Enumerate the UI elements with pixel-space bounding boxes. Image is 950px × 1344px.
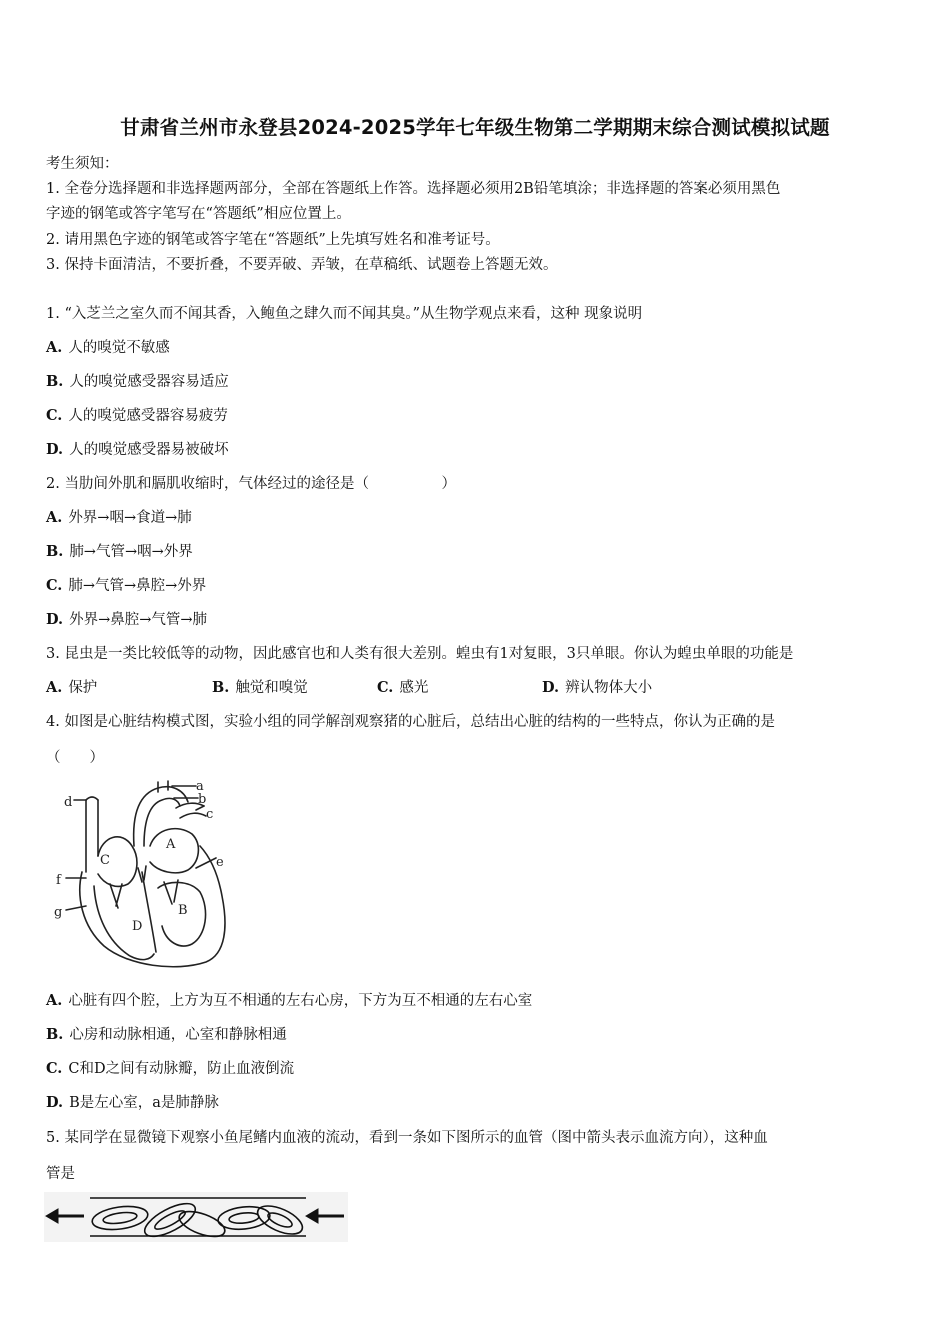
option-text: 外界→咽→食道→肺 [68,510,192,526]
option-text: 肺→气管→咽→外界 [69,544,193,560]
q3-option-a [46,676,97,697]
diagram-label-a: a [196,779,204,794]
option-text: 保护 [68,680,98,696]
option-text: 肺→气管→鼻腔→外界 [68,578,207,594]
q1-option-c [46,404,228,425]
option-label: C. [46,1060,63,1077]
option-label: D. [46,441,64,458]
option-label: C. [377,679,394,696]
diagram-label-g: g [54,905,63,920]
q4-option-d [46,1091,219,1112]
option-label: C. [46,577,63,594]
q4-option-b [46,1023,287,1044]
option-text: 心脏有四个腔，上方为互不相通的左右心房，下方为互不相通的左右心室 [68,993,533,1009]
option-label: D. [542,679,560,696]
q2-option-b [46,540,193,561]
notice-line: 3. 保持卡面清洁，不要折叠，不要弄破、弄皱，在草稿纸、试题卷上答题无效。 [46,257,558,273]
diagram-label-f: f [56,873,61,888]
heart-diagram [46,776,246,974]
option-text: 辨认物体大小 [565,680,653,696]
diagram-label-d: d [64,795,73,810]
option-label: B. [46,373,64,390]
diagram-label-chamber-d: D [132,919,143,934]
q1-option-a [46,336,170,357]
option-label: D. [46,1094,64,1111]
option-label: B. [46,1026,64,1043]
question-5-stem: 5. 某同学在显微镜下观察小鱼尾鳍内血液的流动，看到一条如下图所示的血管（图中箭头表示血流方向），这种血 [46,1130,768,1146]
diagram-label-c: c [206,807,214,822]
option-label: B. [46,543,64,560]
option-label: C. [46,407,63,424]
option-text: C和D之间有动脉瓣，防止血液倒流 [68,1061,295,1077]
blood-vessel-diagram [44,1192,348,1242]
question-4-paren: （ ） [46,750,104,766]
q2-option-d [46,608,207,629]
option-label: B. [212,679,230,696]
option-text: 人的嗅觉感受器易被破坏 [69,442,229,458]
option-text: 感光 [399,680,429,696]
q2-option-a [46,506,192,527]
option-label: A. [46,992,63,1009]
option-text: 触觉和嗅觉 [235,680,308,696]
option-text: 外界→鼻腔→气管→肺 [69,612,208,628]
option-text: 人的嗅觉感受器容易适应 [69,374,229,390]
q1-option-d [46,438,229,459]
option-text: 人的嗅觉不敏感 [68,340,170,356]
option-label: A. [46,509,63,526]
q3-option-b [212,676,308,697]
question-4-stem: 4. 如图是心脏结构模式图，实验小组的同学解剖观察猪的心脏后，总结出心脏的结构的一些特点，你认为正确的是 [46,714,775,730]
q3-option-c [377,676,428,697]
diagram-label-chamber-a: A [166,837,176,852]
page-title: 甘肃省兰州市永登县2024-2025学年七年级生物第二学期期末综合测试模拟试题 [120,116,830,139]
option-label: A. [46,679,63,696]
question-5-stem-cont: 管是 [46,1166,75,1182]
diagram-label-b: b [198,792,207,807]
option-label: D. [46,611,64,628]
diagram-label-e: e [216,855,224,870]
diagram-label-chamber-b: B [178,903,188,918]
q1-option-b [46,370,229,391]
option-text: 心房和动脉相通，心室和静脉相通 [69,1027,287,1043]
notice-line: 1. 全卷分选择题和非选择题两部分，全部在答题纸上作答。选择题必须用2B铅笔填涂；非选择题的答案必须用黑色 [46,181,781,197]
q3-option-d [542,676,652,697]
q2-option-c [46,574,206,595]
q4-option-a [46,989,532,1010]
option-text: B是左心室，a是肺静脉 [69,1095,219,1111]
question-2-stem: 2. 当肋间外肌和膈肌收缩时，气体经过的途径是（ ） [46,476,456,492]
option-text: 人的嗅觉感受器容易疲劳 [68,408,228,424]
question-3-stem: 3. 昆虫是一类比较低等的动物，因此感官也和人类有很大差别。蝗虫有1对复眼，3只单眼。你认为蝗虫单眼的功能是 [46,646,794,662]
question-1-stem: 1. “入芝兰之室久而不闻其香，入鲍鱼之肆久而不闻其臭。”从生物学观点来看，这种 现象说明 [46,306,643,322]
q4-option-c [46,1057,294,1078]
notice-line: 字迹的钢笔或答字笔写在“答题纸”相应位置上。 [46,206,351,222]
option-label: A. [46,339,63,356]
notice-line: 2. 请用黑色字迹的钢笔或答字笔在“答题纸”上先填写姓名和准考证号。 [46,232,500,248]
notice-heading: 考生须知： [46,156,119,172]
diagram-label-chamber-c: C [100,853,110,868]
